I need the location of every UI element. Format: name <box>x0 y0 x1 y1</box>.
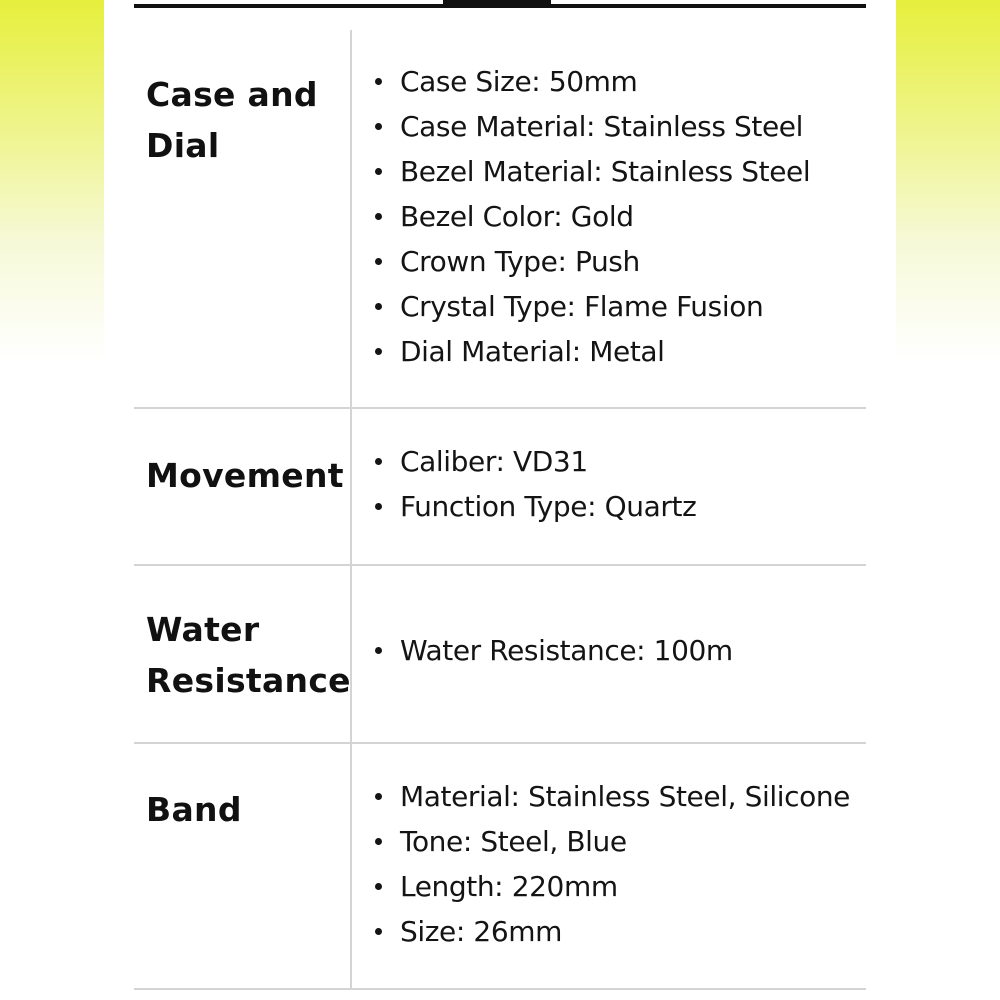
spec-list <box>352 774 866 954</box>
bullet-icon <box>375 78 382 85</box>
spec-label-cell <box>134 566 352 742</box>
spec-label-cell <box>134 409 352 564</box>
spec-item-text: Crystal Type: Flame Fusion <box>400 290 764 323</box>
spec-item-text: Bezel Color: Gold <box>400 200 634 233</box>
spec-list <box>352 439 866 529</box>
spec-item-text: Caliber: VD31 <box>400 445 588 478</box>
spec-label-line: Resistance <box>146 661 351 700</box>
spec-label-line: Band <box>146 790 242 829</box>
spec-item <box>400 194 866 239</box>
bullet-icon <box>375 793 382 800</box>
bullet-icon <box>375 503 382 510</box>
bullet-icon <box>375 838 382 845</box>
spec-item-text: Function Type: Quartz <box>400 490 697 523</box>
spec-item <box>400 819 866 864</box>
spec-item <box>400 284 866 329</box>
spec-values-cell <box>352 566 866 742</box>
bullet-icon <box>375 303 382 310</box>
spec-list <box>352 628 866 673</box>
bullet-icon <box>375 213 382 220</box>
active-tab-indicator <box>443 0 551 7</box>
spec-item <box>400 774 866 819</box>
bullet-icon <box>375 647 382 654</box>
spec-item-text: Length: 220mm <box>400 870 618 903</box>
spec-item-text: Bezel Material: Stainless Steel <box>400 155 811 188</box>
spec-item <box>400 484 866 529</box>
spec-item <box>400 59 866 104</box>
spec-row-band <box>134 744 866 990</box>
spec-table <box>134 30 866 990</box>
spec-label-cell <box>134 30 352 407</box>
spec-item <box>400 864 866 909</box>
spec-item-text: Tone: Steel, Blue <box>400 825 627 858</box>
spec-item <box>400 628 866 673</box>
spec-item-text: Dial Material: Metal <box>400 335 665 368</box>
spec-item-text: Case Size: 50mm <box>400 65 638 98</box>
spec-label-line: Case and <box>146 75 318 114</box>
spec-row-case-and-dial <box>134 30 866 409</box>
spec-item <box>400 239 866 284</box>
spec-row-movement <box>134 409 866 566</box>
spec-item <box>400 149 866 194</box>
spec-values-cell <box>352 409 866 564</box>
spec-list <box>352 59 866 374</box>
spec-item-text: Size: 26mm <box>400 915 562 948</box>
bullet-icon <box>375 258 382 265</box>
spec-item-text: Water Resistance: 100m <box>400 634 733 667</box>
bullet-icon <box>375 458 382 465</box>
spec-label-cell <box>134 744 352 988</box>
spec-row-water-resistance <box>134 566 866 744</box>
spec-values-cell <box>352 744 866 988</box>
spec-item-text: Material: Stainless Steel, Silicone <box>400 780 850 813</box>
spec-item <box>400 439 866 484</box>
spec-values-cell <box>352 30 866 407</box>
bullet-icon <box>375 928 382 935</box>
spec-item <box>400 104 866 149</box>
spec-label-line: Movement <box>146 456 344 495</box>
bullet-icon <box>375 168 382 175</box>
spec-item-text: Crown Type: Push <box>400 245 640 278</box>
spec-label-line: Dial <box>146 126 220 165</box>
spec-label-line: Water <box>146 610 260 649</box>
spec-item <box>400 909 866 954</box>
spec-item <box>400 329 866 374</box>
bullet-icon <box>375 123 382 130</box>
bullet-icon <box>375 883 382 890</box>
spec-item-text: Case Material: Stainless Steel <box>400 110 804 143</box>
bullet-icon <box>375 348 382 355</box>
